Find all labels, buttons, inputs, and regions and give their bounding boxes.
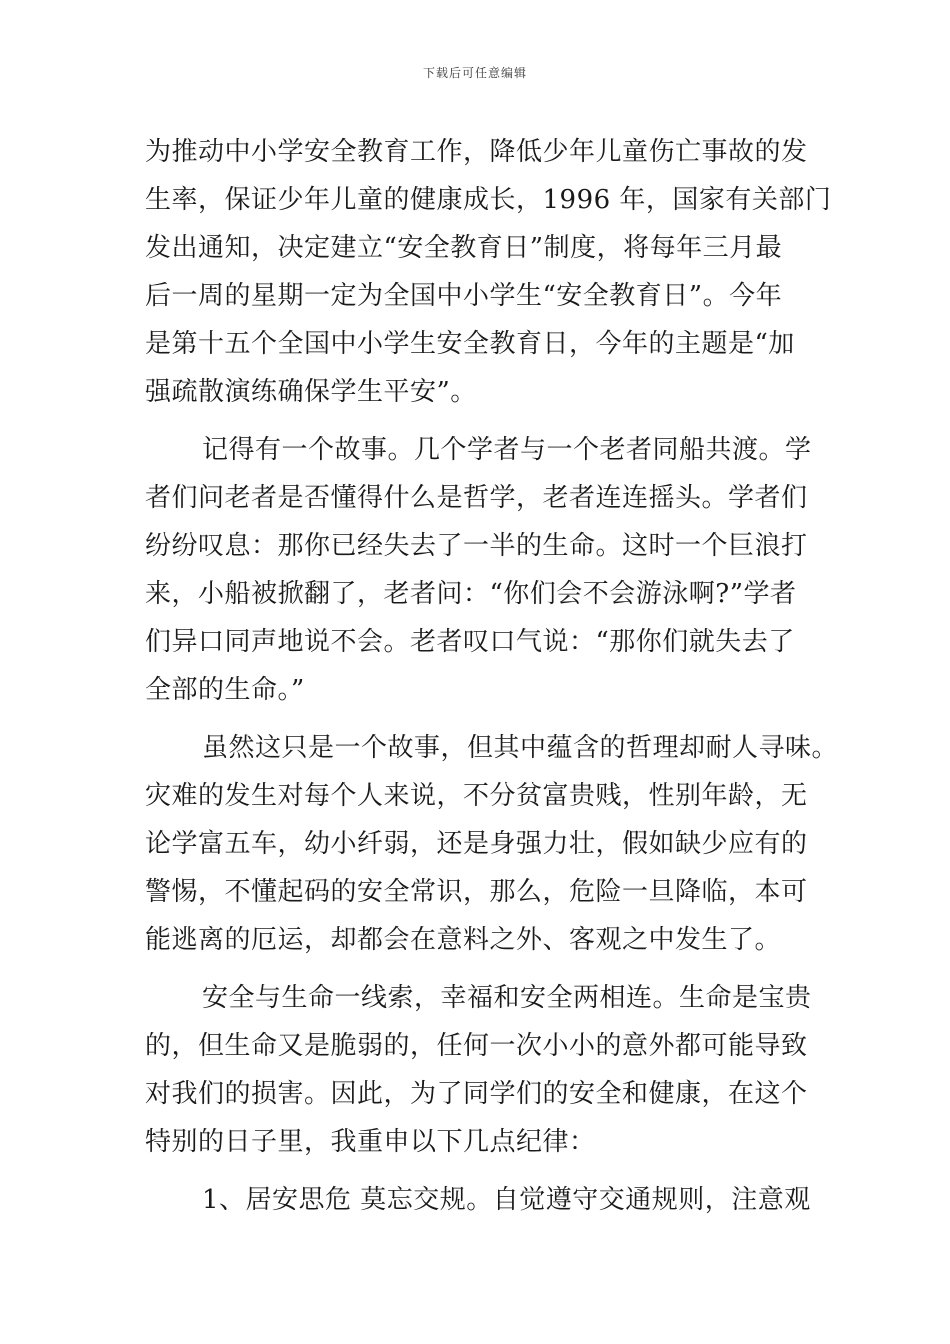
text-line: 灾难的发生对每个人来说，不分贫富贵贱，性别年龄，无 — [145, 781, 808, 811]
text-line: 后一周的星期一定为全国中小学生“安全教育日”。今年 — [145, 281, 783, 311]
text-line: 强疏散演练确保学生平安”。 — [145, 377, 477, 407]
page-header: 下载后可任意编辑 — [422, 66, 527, 80]
text-line: 们异口同声地说不会。老者叹口气说：“那你们就失去了 — [145, 627, 795, 657]
text-line: 特别的日子里，我重申以下几点纪律： — [145, 1127, 596, 1157]
text-line: 论学富五车，幼小纤弱，还是身强力壮，假如缺少应有的 — [145, 829, 808, 859]
text-line: 为推动中小学安全教育工作，降低少年儿童伤亡事故的发 — [145, 137, 808, 167]
text-line: 对我们的损害。因此，为了同学们的安全和健康，在这个 — [145, 1079, 808, 1109]
paragraph-3 — [145, 724, 839, 964]
text-line: 记得有一个故事。几个学者与一个老者同船共渡。学 — [202, 435, 812, 465]
text-line: 全部的生命。” — [145, 675, 305, 705]
text-line: 虽然这只是一个故事，但其中蕴含的哲理却耐人寻味。 — [202, 733, 839, 763]
text-line: 纷纷叹息：那你已经失去了一半的生命。这时一个巨浪打 — [145, 531, 808, 561]
text-line: 是第十五个全国中小学生安全教育日，今年的主题是“加 — [145, 329, 795, 359]
text-line: 发出通知，决定建立“安全教育日”制度，将每年三月最 — [145, 233, 783, 263]
paragraph-4 — [145, 974, 810, 1166]
paragraph-5 — [145, 1176, 810, 1224]
text-line: 来，小船被掀翻了，老者问：“你们会不会游泳啊?”学者 — [145, 579, 797, 609]
text-line: 生率，保证少年儿童的健康成长，1996 年，国家有关部门 — [145, 185, 832, 215]
text-line: 的，但生命又是脆弱的，任何一次小小的意外都可能导致 — [145, 1031, 808, 1061]
document-body — [145, 128, 839, 1224]
text-line: 警惕，不懂起码的安全常识，那么，危险一旦降临，本可 — [145, 877, 808, 907]
text-line: 者们问老者是否懂得什么是哲学，老者连连摇头。学者们 — [145, 483, 808, 513]
text-line: 安全与生命一线索，幸福和安全两相连。生命是宝贵 — [202, 983, 812, 1013]
paragraph-1 — [145, 128, 832, 416]
text-line: 能逃离的厄运，却都会在意料之外、客观之中发生了。 — [145, 925, 782, 955]
paragraph-2 — [145, 426, 810, 714]
text-line: 1、居安思危 莫忘交规。自觉遵守交通规则，注意观 — [202, 1185, 811, 1215]
